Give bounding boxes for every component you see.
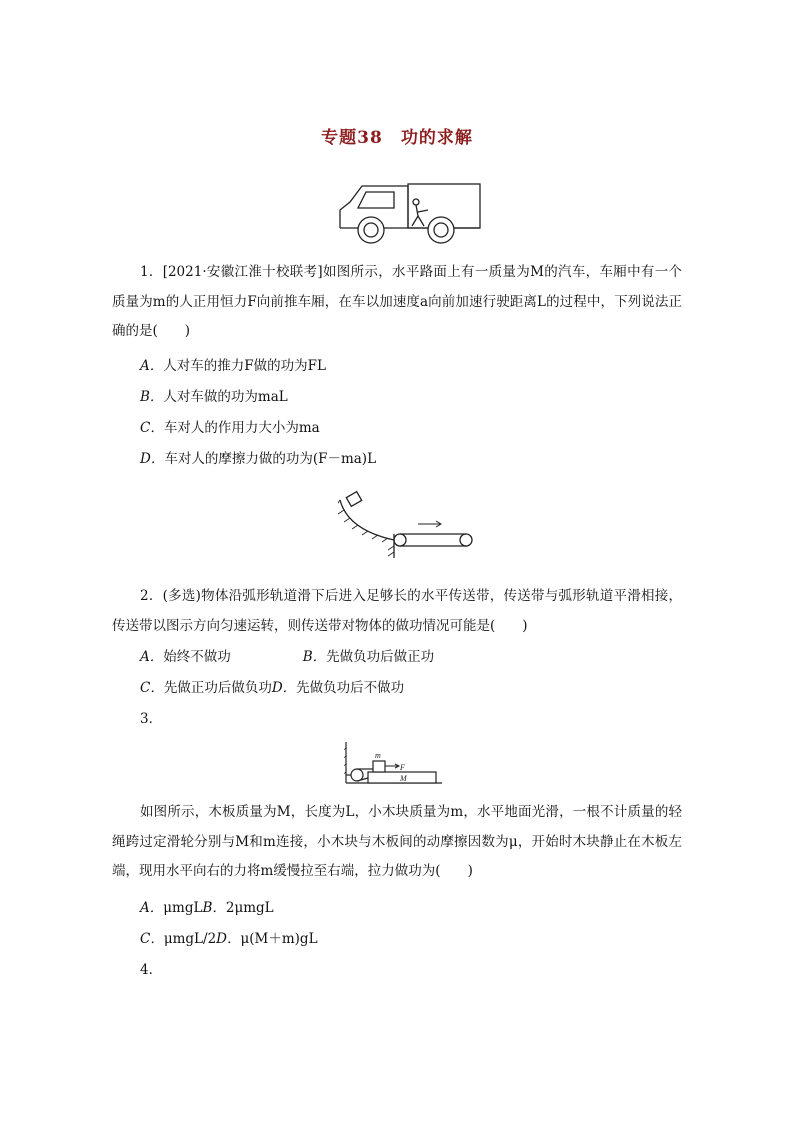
fig-label-F: F [400,763,405,772]
question-1-stem: 1．[2021·安徽江淮十校联考]如图所示，水平路面上有一质量为M的汽车，车厢中有一个质量为m的人正用恒力F向前推车厢，在车以加速度a向前加速行驶距离L的过程中，下列说法正确的是( ) [112,264,682,339]
q3-options-ab: A．μmgLB．2μmgL [140,900,274,916]
question-3-number: 3． [140,711,163,727]
truck-figure [336,182,486,246]
q2-options-cd: C．先做正功后做负功D．先做负功后不做功 [140,680,405,696]
q1-option-b: B．人对车做的功为maL [140,389,288,405]
q1-option-a: A．人对车的推力F做的功为FL [140,358,326,374]
fig-label-M: M [400,774,407,783]
question-4-number: 4． [140,962,163,978]
q1-option-c: C．车对人的作用力大小为ma [140,420,320,436]
q1-option-d: D．车对人的摩擦力做的功为(F－ma)L [140,451,377,467]
q2-options-ab: A．始终不做功 B．先做负功后做正功 [140,649,435,665]
pulley-plank-figure [344,740,444,786]
question-3-stem: 如图所示，木板质量为M，长度为L，小木块质量为m，水平地面光滑，一根不计质量的轻绳跨过定滑轮分别与M和m连接，小木块与木板间的动摩擦因数为μ，开始时木块静止在木板左端，现用水平向右的力将m缓慢拉至右端，拉力做功为( ) [112,804,682,879]
q3-options-cd: C．μmgL/2D．μ(M＋m)gL [140,931,318,947]
fig-label-m: m [375,751,381,760]
question-2-stem: 2．(多选)物体沿弧形轨道滑下后进入足够长的水平传送带，传送带与弧形轨道平滑相接，传送带以图示方向匀速运转，则传送带对物体的做功情况可能是( ) [112,588,682,634]
conveyor-figure [338,488,478,560]
page-title: 专题38 功的求解 [321,128,473,148]
